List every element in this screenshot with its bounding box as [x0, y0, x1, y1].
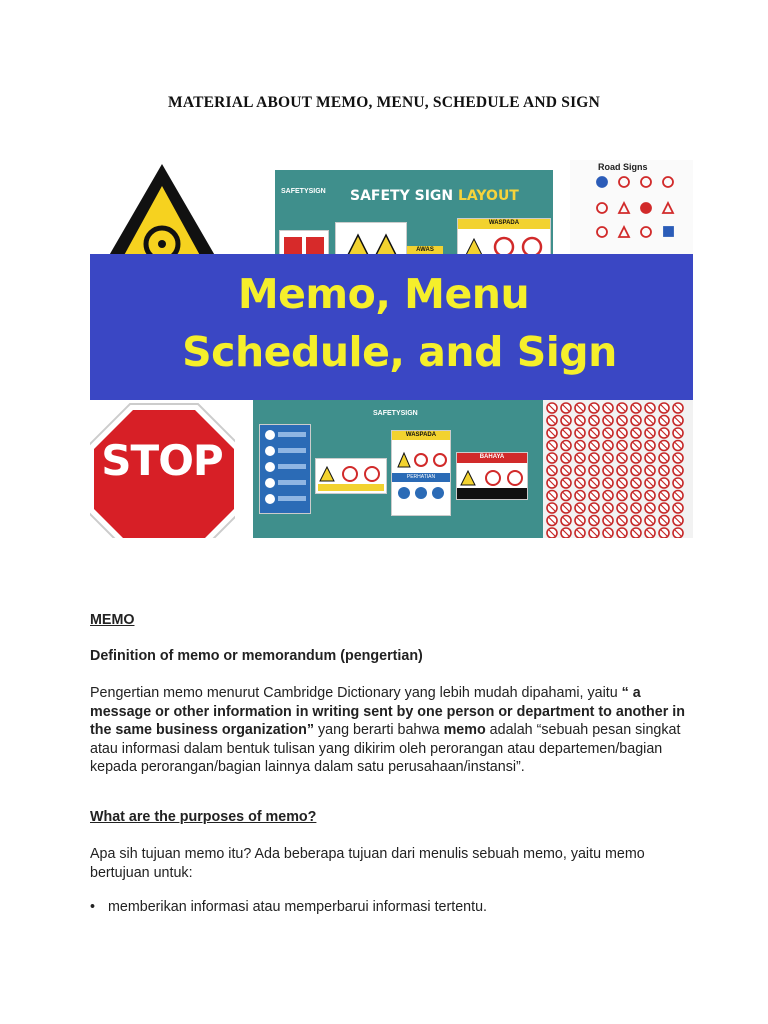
safetysign-logo: SAFETYSIGN — [281, 188, 326, 195]
safety-sign-layout-heading: SAFETY SIGN LAYOUT — [350, 188, 519, 204]
purposes-heading: What are the purposes of memo? — [90, 809, 317, 825]
perhatian-icons — [392, 431, 450, 511]
stop-sign-text: STOP — [101, 436, 223, 485]
bahaya-label: BAHAYA — [457, 453, 527, 463]
banner-line-1: Memo, Menu — [237, 270, 530, 318]
safety-sign-layout-image — [275, 170, 553, 256]
prohibition-icon — [458, 229, 550, 256]
mandatory-icons — [260, 425, 310, 513]
hazard-icons — [316, 459, 386, 493]
caution-sign-panel — [335, 222, 407, 256]
banner-line-2: Schedule, and Sign — [182, 328, 617, 376]
waspada-label: WASPADA — [458, 219, 550, 229]
waspada-sign-panel — [457, 218, 551, 256]
biohazard-sign-image — [90, 160, 260, 256]
hazard-sign-panel — [315, 458, 387, 494]
memo-heading: MEMO — [90, 612, 135, 628]
cover-collage — [90, 160, 693, 538]
road-sign-grid-icon — [570, 160, 693, 256]
perhatian-sign-panel — [391, 430, 451, 516]
definition-heading: Definition of memo or memorandum (pengertian) — [90, 648, 423, 664]
waspada-label-small: WASPADA — [392, 431, 450, 440]
bullet-icon: • — [90, 899, 96, 915]
fire-sign-panel — [279, 230, 329, 256]
awas-label: AWAS — [407, 246, 443, 256]
safetysign-logo-small: SAFETYSIGN — [373, 410, 418, 417]
prohibition-grid-icon — [543, 400, 693, 538]
document-title: MATERIAL ABOUT MEMO, MENU, SCHEDULE AND SIGN — [168, 94, 600, 111]
safety-sign-panels-image — [253, 400, 553, 538]
biohazard-triangle-icon — [90, 160, 260, 256]
prohibition-signs-grid-image — [543, 400, 693, 538]
bahaya-icons — [457, 463, 527, 499]
road-signs-title: Road Signs — [598, 162, 648, 172]
bahaya-sign-panel — [456, 452, 528, 500]
mandatory-sign-panel — [259, 424, 311, 514]
purposes-intro: Apa sih tujuan memo itu? Ada beberapa tujuan dari menulis sebuah memo, yaitu memo bertujuan untuk: — [90, 846, 645, 881]
memo-keyword: memo — [443, 722, 486, 738]
cambridge-quote: “ a message or other information in writing sent by one person or department to another in the same business organization” — [90, 685, 685, 738]
fire-extinguisher-icon — [280, 231, 328, 256]
road-signs-chart-image — [570, 160, 693, 256]
stop-sign-image — [90, 400, 235, 538]
title-banner — [90, 254, 693, 400]
perhatian-label: PERHATIAN — [392, 473, 450, 482]
definition-paragraph: Pengertian memo menurut Cambridge Dictionary yang lebih mudah dipahami, yaitu “ a message or other information in writing sent by one person or department to another in the same business organization” yang berarti bahwa memo adalah “sebuah pesan singkat atau informasi dalam bentuk tulisan yang dikirim oleh perorangan atau departemen/bagian kepada perorangan/bagian lainnya dalam satu perusahaan/instansi”. — [90, 685, 685, 775]
warning-triangle-icon — [336, 223, 406, 256]
